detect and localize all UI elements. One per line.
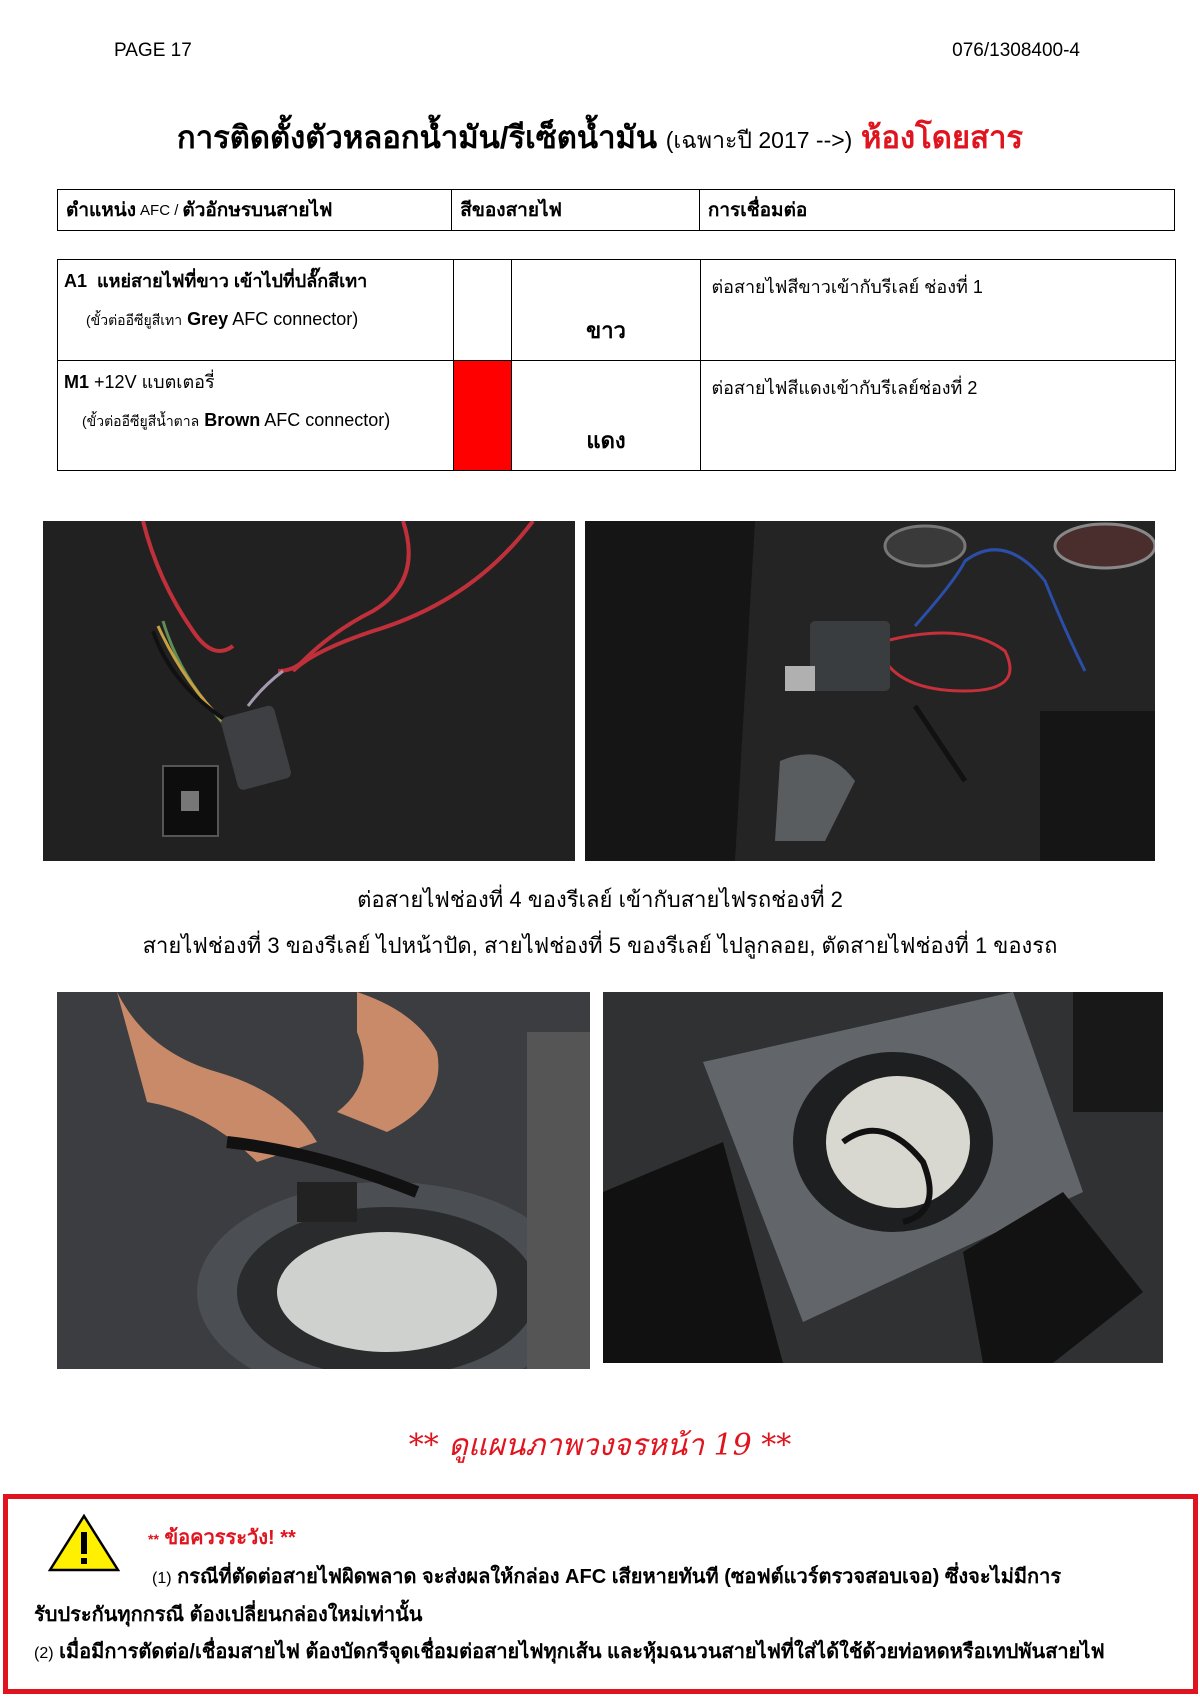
wire-position: +12V แบตเตอรี่ xyxy=(94,372,215,392)
document-number: 076/1308400-4 xyxy=(952,40,1080,61)
connector-prefix: (ขั้วต่ออีซียูสีน้ำตาล xyxy=(82,413,200,429)
color-swatch-red xyxy=(453,361,511,471)
wire-code: M1 xyxy=(64,372,90,392)
photo-hands-wiring xyxy=(57,992,590,1369)
color-name: ขาว xyxy=(511,260,701,361)
warning-item-1-continued: รับประกันทุกกรณี ต้องเปลี่ยนกล่องใหม่เท่านั้น xyxy=(34,1604,423,1626)
header-connection: การเชื่อมต่อ xyxy=(707,200,808,221)
header-position xyxy=(58,190,452,230)
table-row xyxy=(58,260,1176,361)
caption-line-1: ต่อสายไฟช่องที่ 4 ของรีเลย์ เข้ากับสายไฟรถช่องที่ 2 xyxy=(357,887,843,912)
connector-suffix: AFC connector) xyxy=(232,309,359,329)
wiring-table xyxy=(57,259,1176,471)
warning-box xyxy=(3,1494,1198,1694)
wire-code: A1 xyxy=(64,271,88,291)
color-name: แดง xyxy=(511,361,701,471)
photo-fuel-pump-image xyxy=(603,992,1163,1363)
title-subtitle: (เฉพาะปี 2017 -->) xyxy=(665,127,853,153)
header-wire-text-label: ตัวอักษรบนสายไฟ xyxy=(182,200,333,221)
title-main: การติดตั้งตัวหลอกน้ำมัน/รีเซ็ตน้ำมัน xyxy=(176,120,658,155)
connection-cell: ต่อสายไฟสีขาวเข้ากับรีเลย์ ช่องที่ 1 xyxy=(701,260,1176,361)
header-wire-color: สีของสายไฟ xyxy=(452,190,700,230)
caption-line-2: สายไฟช่องที่ 3 ของรีเลย์ ไปหน้าปัด, สายไฟช่องที่ 5 ของรีเลย์ ไปลูกลอย, ตัดสายไฟช่องที่ 1 ของรถ xyxy=(142,933,1058,958)
connector-suffix: AFC connector) xyxy=(264,410,391,430)
warning-item-2: เมื่อมีการตัดต่อ/เชื่อมสายไฟ ต้องบัดกรีจุดเชื่อมต่อสายไฟทุกเส้น และหุ้มฉนวนสายไฟที่ใส่ได้ใช้ด้วยท่อหดหรือเทปพันสายไฟ xyxy=(59,1641,1105,1663)
page-title xyxy=(0,112,1200,162)
connector-prefix: (ขั้วต่ออีซียูสีเทา xyxy=(86,312,183,328)
connector-color: Grey xyxy=(187,309,229,329)
header-position-label: ตำแหน่ง xyxy=(66,200,137,221)
photo-relay-installed xyxy=(585,521,1155,861)
page-number: PAGE 17 xyxy=(114,40,192,61)
warning-item-1-number: (1) xyxy=(152,1570,172,1587)
warning-title-prefix: ** xyxy=(148,1531,159,1547)
position-cell xyxy=(58,361,454,471)
warning-item-1: กรณีที่ตัดต่อสายไฟผิดพลาด จะส่งผลให้กล่อง AFC เสียหายทันที (ซอฟต์แวร์ตรวจสอบเจอ) ซึ่งจะไม่มีการ xyxy=(177,1566,1062,1588)
title-location: ห้องโดยสาร xyxy=(860,120,1024,155)
photo-fuel-pump xyxy=(603,992,1163,1363)
color-swatch-white xyxy=(453,260,511,361)
table-row xyxy=(58,361,1176,471)
header-afc-label: AFC / xyxy=(140,201,179,219)
photo-wires-connector xyxy=(43,521,575,861)
position-cell xyxy=(58,260,454,361)
warning-title-text: ข้อควรระวัง! ** xyxy=(164,1527,296,1549)
wiring-table-header xyxy=(57,189,1175,231)
photo-wires-connector-image xyxy=(43,521,575,861)
warning-text xyxy=(34,1559,1187,1672)
warning-title xyxy=(148,1521,296,1553)
warning-item-2-number: (2) xyxy=(34,1645,54,1662)
wire-position: แหย่สายไฟที่ขาว เข้าไปที่ปลั๊กสีเทา xyxy=(97,271,368,291)
photo-hands-wiring-image xyxy=(57,992,590,1369)
diagram-reference-note: ** ดูแผนภาพวงจรหน้า 19 ** xyxy=(408,1428,792,1463)
connector-color: Brown xyxy=(204,410,261,430)
photo-relay-installed-image xyxy=(585,521,1155,861)
connection-cell: ต่อสายไฟสีแดงเข้ากับรีเลย์ช่องที่ 2 xyxy=(701,361,1176,471)
